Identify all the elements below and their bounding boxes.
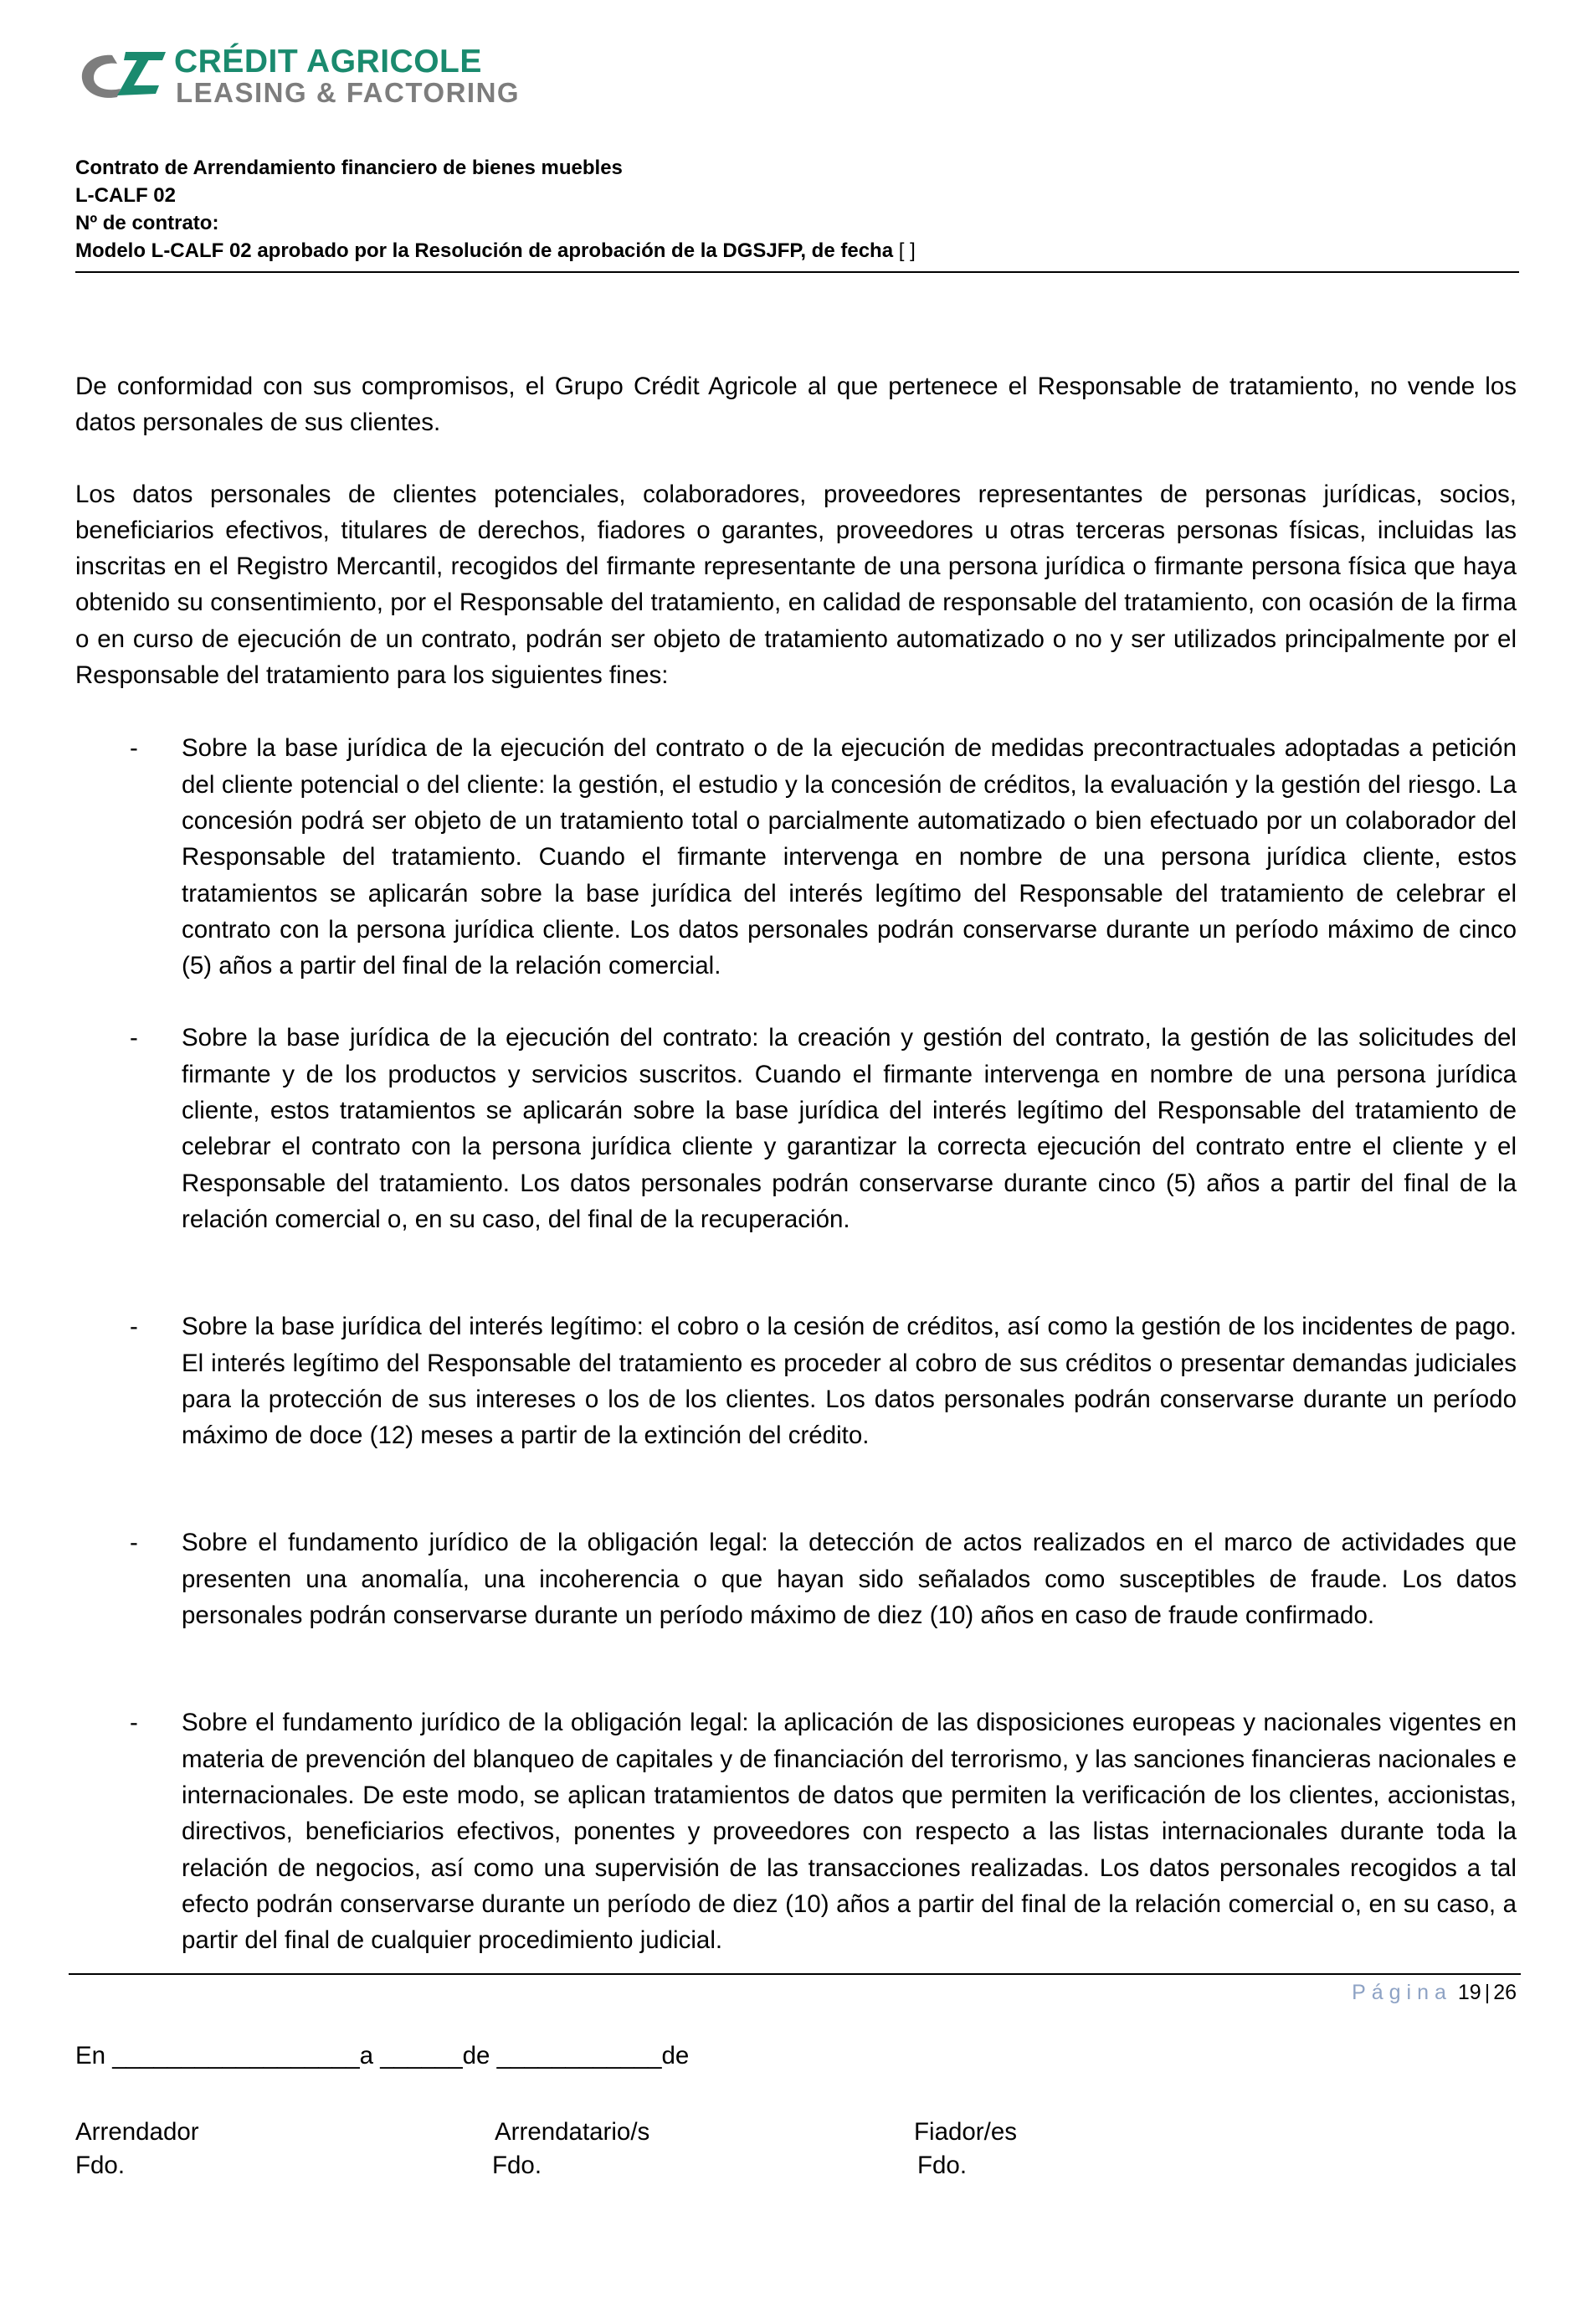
list-item-text: Sobre la base jurídica de la ejecución del contrato: la creación y gestión del contrato, la gestión de las solicitudes del firmante y de los productos y servicios suscritos. Cuando el firmante intervenga en nombre de una persona jurídica cliente, estos tratamientos se aplicarán sobre la base jurídica del interés legítimo del Responsable del tratamiento de celebrar el contrato con la persona jurídica cliente y garantizar la correcta ejecución del contrato entre el cliente y el Responsable del tratamiento. Los datos personales podrán conservarse durante cinco (5) años a partir del final de la relación comercial o, en su caso, del final de la recuperación. [182,1024,1517,1233]
place-date-line: En __________________a ______de ____________de [75,2042,690,2069]
party-role: Arrendatario/s [495,2118,650,2146]
logo-line-leasing-factoring: LEASING & FACTORING [176,77,521,108]
page-separator: | [1484,1981,1491,2004]
list-item [75,1704,1517,1958]
page-label: Página [1352,1981,1452,2004]
list-item-text: Sobre la base jurídica de la ejecución del contrato o de la ejecución de medidas precontractuales adoptadas a petición del cliente potencial o del cliente: la gestión, el estudio y la concesión de créditos, la evaluación y la gestión del riesgo. La concesión podrá ser objeto de un tratamiento total o parcialmente automatizado o bien efectuado por un colaborador del Responsable del tratamiento. Cuando el firmante intervenga en nombre de una persona jurídica cliente, estos tratamientos se aplicarán sobre la base jurídica del interés legítimo del Responsable del tratamiento de celebrar el contrato con la persona jurídica cliente. Los datos personales podrán conservarse durante un período máximo de cinco (5) años a partir del final de la relación comercial. [182,734,1517,980]
list-item [75,1524,1517,1633]
list-item [75,1020,1517,1237]
header-contract-title: Contrato de Arrendamiento financiero de bienes muebles [75,157,623,179]
header-model-approval [75,237,1517,265]
list-item-text: Sobre la base jurídica del interés legítimo: el cobro o la cesión de créditos, así como la gestión de los incidentes de pago. El interés legítimo del Responsable del tratamiento es proceder al cobro de sus créditos o presentar demandas judiciales para la protección de sus intereses o los de los clientes. Los datos personales podrán conservarse durante un período máximo de doce (12) meses a partir de la extinción del crédito. [182,1313,1517,1450]
body-paragraph: De conformidad con sus compromisos, el Grupo Crédit Agricole al que pertenece el Responsable de tratamiento, no vende los datos personales de sus clientes. [75,373,1517,437]
document-body [75,368,1517,1958]
header-contract-number: Nº de contrato: [75,212,219,234]
logo-line-credit-agricole: CRÉDIT AGRICOLE [174,44,482,80]
page-number [1255,1979,1517,2006]
party-role: Fiador/es [914,2118,1017,2146]
list-bullet: - [130,1313,138,1341]
signature-block-arrendador [75,2116,199,2183]
footer-divider [69,1973,1521,1975]
document-header [75,154,1517,265]
page-current: 19 [1457,1981,1481,2004]
list-item [75,1309,1517,1453]
list-item [75,730,1517,984]
list-item-text: Sobre el fundamento jurídico de la obligación legal: la aplicación de las disposiciones europeas y nacionales vigentes en materia de prevención del blanqueo de capitales y de financiación del terrorismo, y las sanciones financieras nacionales e internacionales. De este modo, se aplican tratamientos de datos que permiten la verificación de los clientes, accionistas, directivos, beneficiarios efectivos, ponentes y proveedores con respecto a las listas internacionales durante toda la relación de negocios, así como una supervisión de las transacciones realizadas. Los datos personales recogidos a tal efecto podrán conservarse durante un período de diez (10) años a partir del final de la relación comercial o, en su caso, a partir del final de cualquier procedimiento judicial. [182,1709,1517,1955]
party-signature: Fdo. [917,2152,968,2179]
list-bullet: - [130,734,138,763]
body-paragraph: Los datos personales de clientes potenciales, colaboradores, proveedores representantes de personas jurídicas, socios, beneficiarios efectivos, titulares de derechos, fiadores o garantes, proveedores u otras terceras personas físicas, incluidas las inscritas en el Registro Mercantil, recogidos del firmante representante de una persona jurídica o firmante persona física que haya obtenido su consentimiento, por el Responsable del tratamiento, en calidad de responsable del tratamiento, con ocasión de la firma o en curso de ejecución de un contrato, podrán ser objeto de tratamiento automatizado o no y ser utilizados principalmente por el Responsable del tratamiento para los siguientes fines: [75,480,1517,690]
signature-block-fiador [914,2116,1017,2183]
list-bullet: - [130,1024,138,1052]
page-total: 26 [1493,1981,1517,2004]
list-bullet: - [130,1529,138,1557]
company-logo [75,44,569,111]
list-bullet: - [130,1709,138,1737]
header-model-approval-text: Modelo L-CALF 02 aprobado por la Resolución de aprobación de la DGSJFP, de fecha [75,239,894,262]
signature-block-arrendatario [492,2116,649,2183]
list-item-text: Sobre el fundamento jurídico de la obligación legal: la detección de actos realizados en el marco de actividades que presenten una anomalía, una incoherencia o que hayan sido señalados como susceptibles de fraude. Los datos personales podrán conservarse durante un período máximo de diez (10) años en caso de fraude confirmado. [182,1529,1517,1630]
party-signature: Fdo. [75,2152,126,2179]
header-date-placeholder: [ ] [898,239,916,262]
header-divider [75,271,1519,273]
credit-agricole-mark-icon [75,47,169,105]
party-role: Arrendador [75,2118,199,2146]
party-signature: Fdo. [492,2152,542,2179]
header-contract-code: L-CALF 02 [75,184,176,207]
